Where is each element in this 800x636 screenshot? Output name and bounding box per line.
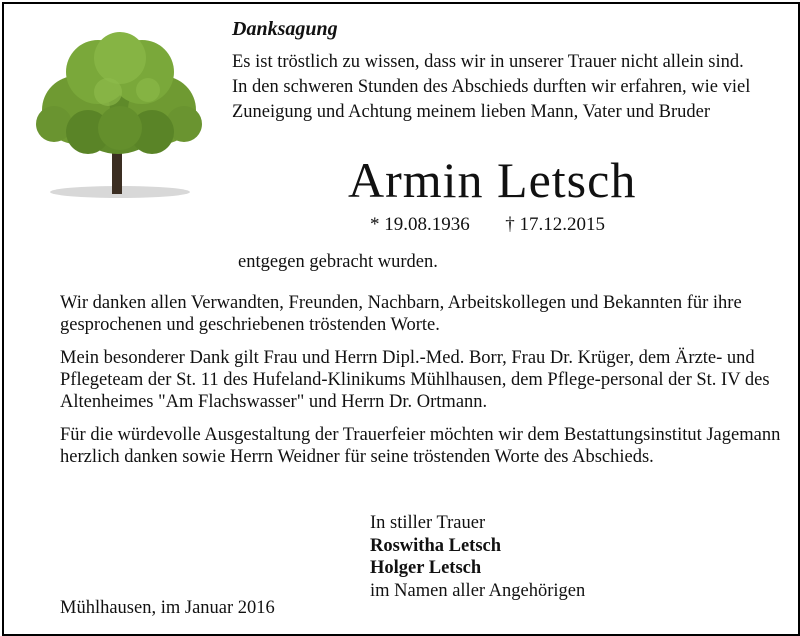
life-dates <box>370 214 605 236</box>
intro-line-2: In den schweren Stunden des Abschieds durften wir erfahren, wie viel Zuneigung und Achtung meinem lieben Mann, Vater und Bruder <box>232 77 751 122</box>
thanks-paragraph-1: Wir danken allen Verwandten, Freunden, Nachbarn, Arbeitskollegen und Bekannten für ihre gesprochenen und geschriebenen tröstenden Worte. <box>60 293 742 335</box>
obituary-card <box>2 2 800 636</box>
heading: Danksagung <box>232 18 338 40</box>
intro-text <box>232 50 792 125</box>
deceased-name: Armin Letsch <box>348 152 637 208</box>
intro-continuation: entgegen gebracht wurden. <box>238 252 438 272</box>
died-symbol: † <box>505 214 515 235</box>
thanks-paragraph-2: Mein besonderer Dank gilt Frau und Herrn Dipl.-Med. Borr, Frau Dr. Krüger, dem Ärzte- und Pflegeteam der St. 11 des Hufeland-Klinikums Mühlhausen, dem Pflege-personal der St. IV des Altenheimes "Am Flachswasser" und Herrn Dr. Ortmann. <box>60 348 770 412</box>
thanks-paragraph-3: Für die würdevolle Ausgestaltung der Trauerfeier möchten wir dem Bestattungsinstitut Jagemann herzlich danken sowie Herrn Weidner für seine tröstenden Worte des Abschieds. <box>60 425 781 467</box>
born-symbol: * <box>370 214 380 235</box>
signature-intro: In stiller Trauer <box>370 513 486 533</box>
signature-block <box>370 512 585 602</box>
born-date: 19.08.1936 <box>384 214 470 235</box>
thanks-body <box>60 292 796 479</box>
signature-outro: im Namen aller Angehörigen <box>370 580 586 601</box>
died-date: 17.12.2015 <box>519 214 605 235</box>
signature-name-1: Roswitha Letsch <box>370 535 502 556</box>
place-date: Mühlhausen, im Januar 2016 <box>60 598 275 618</box>
tree-image <box>28 32 208 202</box>
intro-line-1: Es ist tröstlich zu wissen, dass wir in unserer Trauer nicht allein sind. <box>232 52 744 72</box>
signature-name-2: Holger Letsch <box>370 558 482 578</box>
